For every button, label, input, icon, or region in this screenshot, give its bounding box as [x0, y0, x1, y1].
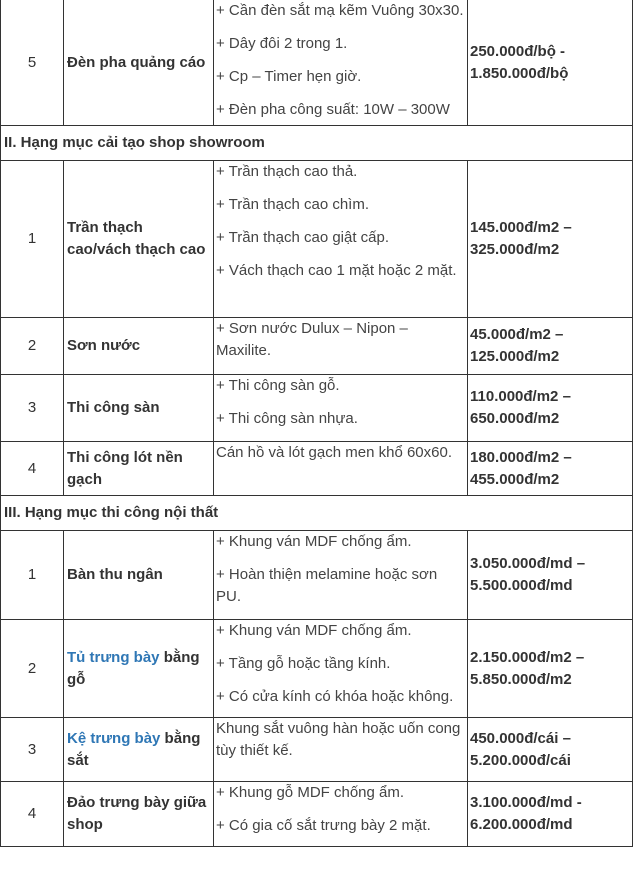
item-name-link[interactable]: Tủ trưng bày: [67, 648, 160, 666]
description-line: + Có gia cố sắt trưng bày 2 mặt.: [216, 817, 431, 834]
section-heading: III. Hạng mục thi công nội thất: [1, 496, 633, 531]
description-line: + Trần thạch cao giật cấp.: [216, 229, 390, 246]
item-name: Sơn nước: [64, 318, 214, 375]
section-row: [1, 496, 633, 531]
price-line: 180.000đ/m2 –: [470, 448, 572, 466]
table-row: [1, 161, 633, 318]
row-number: 3: [1, 718, 64, 782]
row-number: 5: [1, 0, 64, 126]
item-price: [468, 718, 633, 782]
price-table-body: [1, 0, 633, 847]
row-number: 4: [1, 782, 64, 847]
table-row: [1, 620, 633, 718]
item-name-rest: bằng gỗ: [67, 648, 200, 688]
table-row: [1, 782, 633, 847]
item-description: [214, 0, 468, 126]
item-name: Trần thạch cao/vách thạch cao: [64, 161, 214, 318]
description-line: + Trần thạch cao chìm.: [216, 196, 369, 213]
item-price: [468, 0, 633, 126]
item-description: [214, 782, 468, 847]
description-line: + Khung ván MDF chống ẩm.: [216, 533, 412, 550]
description-line: + Sơn nước Dulux – Nipon – Maxilite.: [216, 320, 408, 359]
price-line: 650.000đ/m2: [470, 410, 560, 427]
description-line: + Thi công sàn gỗ.: [216, 377, 340, 394]
item-description: [214, 442, 468, 496]
item-price: [468, 161, 633, 318]
description-line: + Khung ván MDF chống ẩm.: [216, 622, 412, 639]
item-description: [214, 718, 468, 782]
description-line: + Vách thạch cao 1 mặt hoặc 2 mặt.: [216, 262, 457, 279]
price-line: 45.000đ/m2 –: [470, 326, 564, 343]
table-row: [1, 318, 633, 375]
section-heading: II. Hạng mục cải tạo shop showroom: [1, 126, 633, 161]
description-line: + Cần đèn sắt mạ kẽm Vuông 30x30.: [216, 2, 464, 19]
row-number: 1: [1, 161, 64, 318]
table-row: [1, 718, 633, 782]
description-line: Cán hồ và lót gạch men khổ 60x60.: [216, 444, 452, 461]
price-line: 5.500.000đ/md: [470, 577, 573, 594]
item-name: [64, 620, 214, 718]
description-line: + Tầng gỗ hoặc tầng kính.: [216, 655, 391, 672]
table-row: [1, 375, 633, 442]
price-line: 6.200.000đ/md: [470, 816, 573, 833]
section-row: [1, 126, 633, 161]
price-line: 3.100.000đ/md -: [470, 794, 582, 811]
price-line: 1.850.000đ/bộ: [470, 64, 569, 82]
price-line: 5.200.000đ/cái: [470, 751, 571, 769]
description-line: + Dây đôi 2 trong 1.: [216, 35, 348, 52]
item-name-link[interactable]: Kệ trưng bày: [67, 729, 161, 747]
item-name: Thi công sàn: [64, 375, 214, 442]
item-description: [214, 620, 468, 718]
description-line: + Hoàn thiện melamine hoặc sơn PU.: [216, 566, 438, 605]
item-name: Đảo trưng bày giữa shop: [64, 782, 214, 847]
description-line: + Khung gỗ MDF chống ẩm.: [216, 784, 405, 801]
price-line: 250.000đ/bộ -: [470, 42, 566, 60]
item-description: [214, 375, 468, 442]
item-description: [214, 531, 468, 620]
price-line: 3.050.000đ/md –: [470, 555, 586, 572]
item-description: [214, 318, 468, 375]
item-price: [468, 318, 633, 375]
table-row: [1, 442, 633, 496]
price-line: 325.000đ/m2: [470, 241, 560, 258]
price-line: 125.000đ/m2: [470, 348, 560, 365]
item-name: Bàn thu ngân: [64, 531, 214, 620]
item-description: [214, 161, 468, 318]
description-line: + Có cửa kính có khóa hoặc không.: [216, 688, 454, 705]
item-name: Thi công lót nền gạch: [64, 442, 214, 496]
description-line: + Thi công sàn nhựa.: [216, 410, 358, 427]
row-number: 2: [1, 318, 64, 375]
description-line: Khung sắt vuông hàn hoặc uốn cong tùy thiết kế.: [216, 720, 461, 759]
row-number: 1: [1, 531, 64, 620]
table-row: [1, 0, 633, 126]
item-name-rest: bằng sắt: [67, 729, 201, 769]
item-price: [468, 531, 633, 620]
item-price: [468, 375, 633, 442]
row-number: 2: [1, 620, 64, 718]
description-line: + Trần thạch cao thả.: [216, 163, 358, 180]
row-number: 3: [1, 375, 64, 442]
price-line: 5.850.000đ/m2: [470, 670, 572, 688]
item-price: [468, 620, 633, 718]
price-line: 2.150.000đ/m2 –: [470, 648, 585, 666]
description-line: + Đèn pha công suất: 10W – 300W: [216, 101, 450, 118]
item-price: [468, 442, 633, 496]
item-name: [64, 718, 214, 782]
row-number: 4: [1, 442, 64, 496]
description-line: + Cp – Timer hẹn giờ.: [216, 68, 362, 85]
price-line: 450.000đ/cái –: [470, 729, 571, 747]
price-line: 110.000đ/m2 –: [470, 388, 571, 405]
table-row: [1, 531, 633, 620]
price-line: 145.000đ/m2 –: [470, 219, 572, 236]
item-price: [468, 782, 633, 847]
item-name: Đèn pha quảng cáo: [64, 0, 214, 126]
price-line: 455.000đ/m2: [470, 470, 560, 488]
